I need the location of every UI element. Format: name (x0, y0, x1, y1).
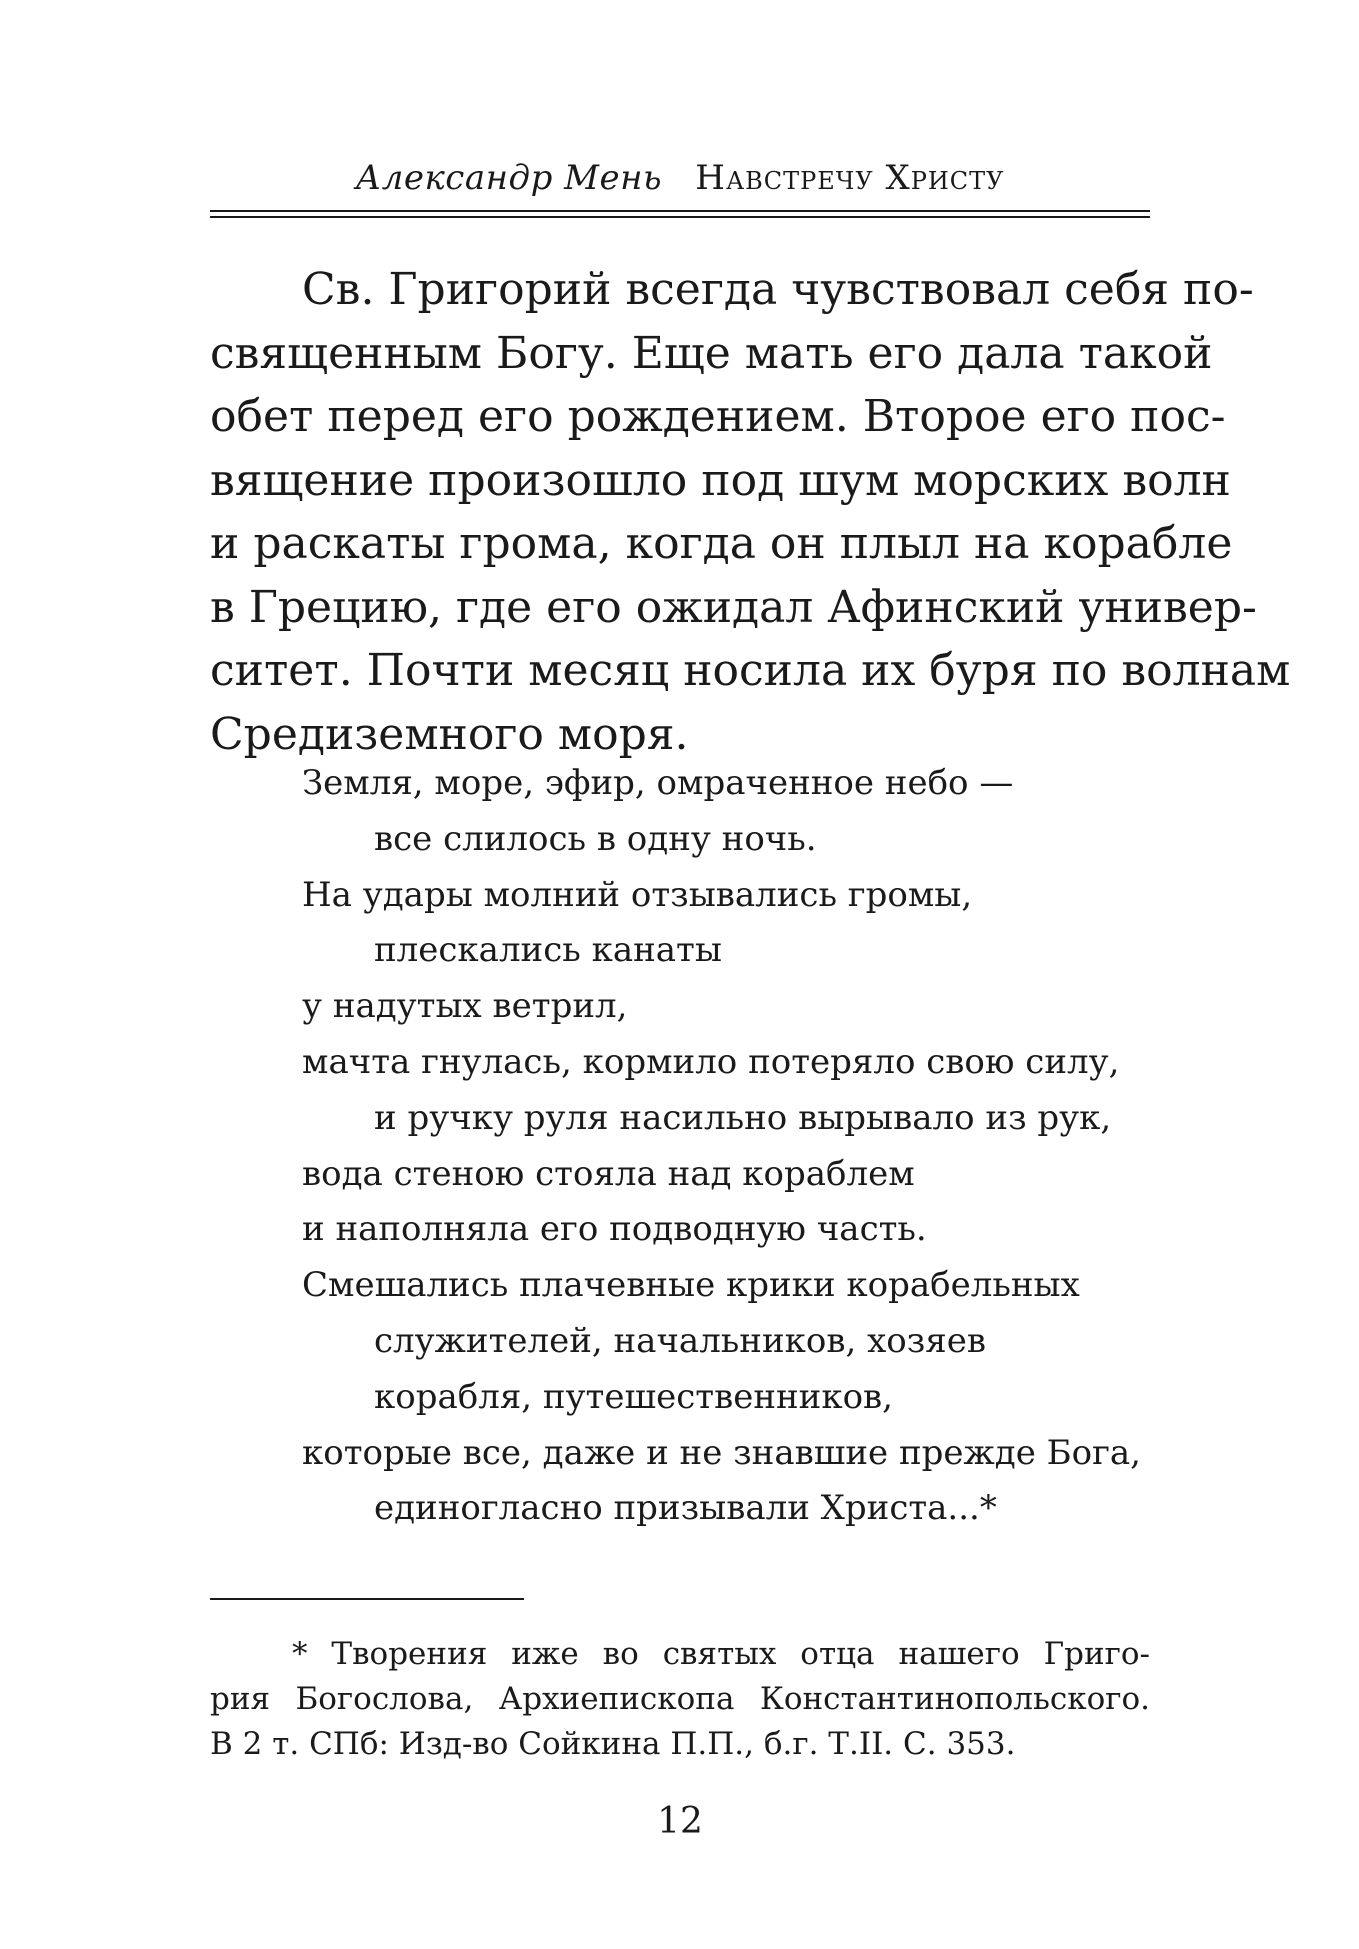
poem-line: служителей, начальников, хозяев (374, 1320, 986, 1361)
poem-line: Земля, море, эфир, омраченное небо — (302, 763, 1014, 803)
header-rule-bottom (210, 216, 1150, 218)
footnote-separator (210, 1598, 524, 1600)
paragraph-line: обет перед его рождением. Второе его пос- (210, 391, 1226, 442)
paragraph-line: Св. Григорий всегда чувствовал себя по- (302, 264, 1254, 315)
paragraph-line: вящение произошло под шум морских волн (210, 454, 1231, 506)
poem-line: мачта гнулась, кормило потеряло свою силу, (302, 1041, 1120, 1082)
footnote-line: В 2 т. СПб: Изд-во Сойкина П.П., б.г. Т.II. С. 353. (210, 1726, 1016, 1762)
body-paragraph (210, 258, 1291, 766)
poem-line: На удары молний отзывались громы, (302, 874, 973, 915)
poem-line: у надутых ветрил, (302, 986, 628, 1027)
poem-line: вода стеною стояла над кораблем (302, 1153, 915, 1194)
poem-line: и наполняла его подводную часть. (302, 1209, 927, 1250)
footnote (210, 1632, 1150, 1767)
poem-line: корабля, путешественников, (374, 1376, 893, 1417)
poem-line: и ручку руля насильно вырывало из рук, (374, 1097, 1112, 1138)
footnote-line: * Творения иже во святых отца нашего Григо- (292, 1636, 1150, 1672)
paragraph-line: ситет. Почти месяц носила их буря по волнам (210, 645, 1291, 696)
poem-quote (302, 756, 1162, 1537)
footnote-line: рия Богослова, Архиепископа Константинопольского. (210, 1681, 1150, 1717)
paragraph-line: священным Богу. Еще мать его дала такой (210, 327, 1213, 379)
poem-line: которые все, даже и не знавшие прежде Бога, (302, 1432, 1141, 1473)
poem-line: плескались канаты (374, 930, 722, 971)
page-number: 12 (657, 1801, 703, 1842)
poem-line: единогласно призывали Христа...* (374, 1488, 997, 1529)
poem-line: Смешались плачевные крики корабельных (302, 1265, 1080, 1306)
header-rule-top (210, 210, 1150, 212)
paragraph-line: в Грецию, где его ожидал Афинский универ- (210, 581, 1257, 633)
paragraph-line: Средиземного моря. (210, 708, 689, 760)
header-author: Александр Мень (355, 158, 662, 198)
poem-line: все слилось в одну ночь. (374, 818, 817, 859)
paragraph-line: и раскаты грома, когда он плыл на корабле (210, 518, 1233, 569)
running-head (210, 158, 1150, 198)
header-book-title: Навстречу Христу (695, 158, 1005, 198)
